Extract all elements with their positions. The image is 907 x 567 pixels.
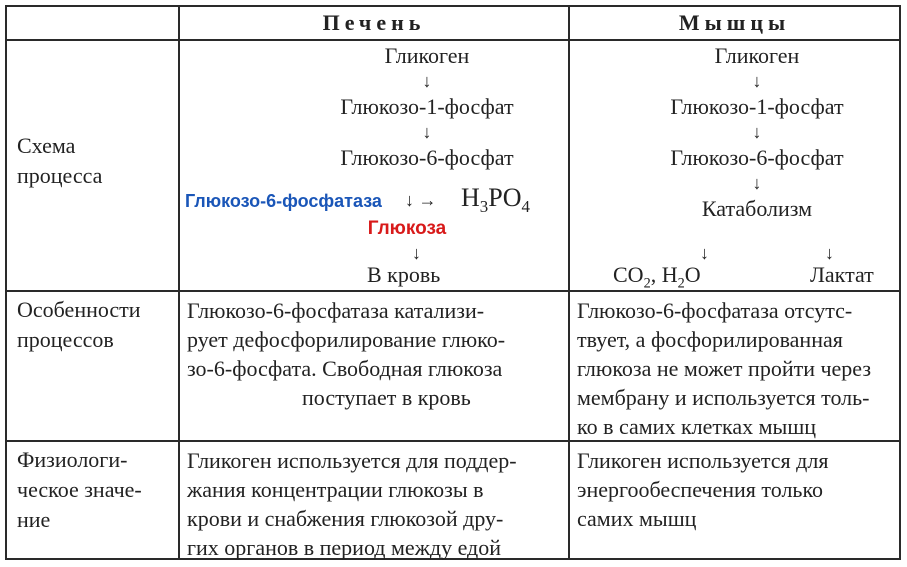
header-muscle: Мышцы <box>678 10 791 35</box>
muscle-g1p: Глюкозо-1-фосфат <box>670 94 844 119</box>
liver-g6p: Глюкозо-6-фосфат <box>340 145 514 170</box>
row-label-scheme <box>17 131 102 191</box>
arrow-down-icon: ↓ <box>422 122 432 142</box>
row-label-line: Физиологи- <box>17 447 128 472</box>
text-line: Глюкозо-6-фосфатаза отсутс- <box>577 298 853 323</box>
text-line: поступает в кровь <box>302 385 471 410</box>
text-line: энергообеспечения только <box>577 477 824 502</box>
comparison-table <box>5 5 901 560</box>
muscle-co2-h2o: $CO_2$, $H_2O$ <box>613 262 701 292</box>
arrow-down-icon: ↓ <box>752 122 762 142</box>
arrow-down-icon: ↓ <box>412 243 421 263</box>
text-line: жания концентрации глюкозы в <box>187 477 484 502</box>
arrow-down-icon: ↓ <box>752 71 762 91</box>
muscle-scheme <box>637 43 877 221</box>
physio-liver <box>187 446 517 562</box>
arrow-down-icon: ↓ <box>700 243 709 263</box>
arrow-down-icon: ↓ <box>752 173 762 193</box>
header-liver: Печень <box>322 10 426 35</box>
text-line: твует, а фосфорилированная <box>577 327 843 352</box>
physio-muscle <box>577 446 828 533</box>
row-label-line: процесса <box>17 163 103 188</box>
liver-glycogen: Гликоген <box>384 43 470 68</box>
features-liver <box>187 296 505 412</box>
liver-enzyme-line <box>185 183 565 217</box>
row-label-line: ческое значе- <box>17 477 142 502</box>
row-label-line: Схема <box>17 133 76 158</box>
row-divider-1 <box>7 290 899 292</box>
text-line: крови и снабжения глюкозой дру- <box>187 506 504 531</box>
header-divider <box>7 39 899 41</box>
liver-glucose: Глюкоза <box>367 218 447 239</box>
enzyme-label: Глюкозо-6-фосфатаза <box>185 191 382 211</box>
liver-g1p: Глюкозо-1-фосфат <box>340 94 514 119</box>
muscle-g6p: Глюкозо-6-фосфат <box>670 145 844 170</box>
text-line: зо-6-фосфата. Свободная глюкоза <box>187 356 503 381</box>
row-label-features <box>17 295 141 355</box>
row-label-line: ние <box>17 507 51 532</box>
text-line: гих органов в период между едой <box>187 535 502 560</box>
muscle-glycogen: Гликоген <box>714 43 800 68</box>
muscle-catabolism: Катаболизм <box>701 196 813 221</box>
arrow-down-right-icon: ↓ → <box>405 190 437 210</box>
col-divider-2 <box>568 7 570 558</box>
text-line: глюкоза не может пройти через <box>577 356 872 381</box>
liver-scheme <box>307 43 547 170</box>
text-line: мембрану и используется толь- <box>577 385 870 410</box>
text-line: ко в самих клетках мышц <box>577 414 817 439</box>
col-divider-1 <box>178 7 180 558</box>
phosphoric-acid: $H_3PO_4$ <box>461 183 530 217</box>
liver-blood: В кровь <box>367 262 441 287</box>
row-label-line: Особенности <box>17 297 141 322</box>
text-line: Глюкозо-6-фосфатаза катализи- <box>187 298 485 323</box>
arrow-down-icon: ↓ <box>825 243 834 263</box>
arrow-down-icon: ↓ <box>422 71 432 91</box>
text-line: Гликоген используется для поддер- <box>187 448 517 473</box>
row-label-line: процессов <box>17 327 114 352</box>
text-line: Гликоген используется для <box>577 448 829 473</box>
muscle-lactate: Лактат <box>810 262 874 287</box>
text-line: самих мышц <box>577 506 697 531</box>
features-muscle <box>577 296 871 441</box>
text-line: рует дефосфорилирование глюко- <box>187 327 506 352</box>
row-label-physio <box>17 445 142 535</box>
